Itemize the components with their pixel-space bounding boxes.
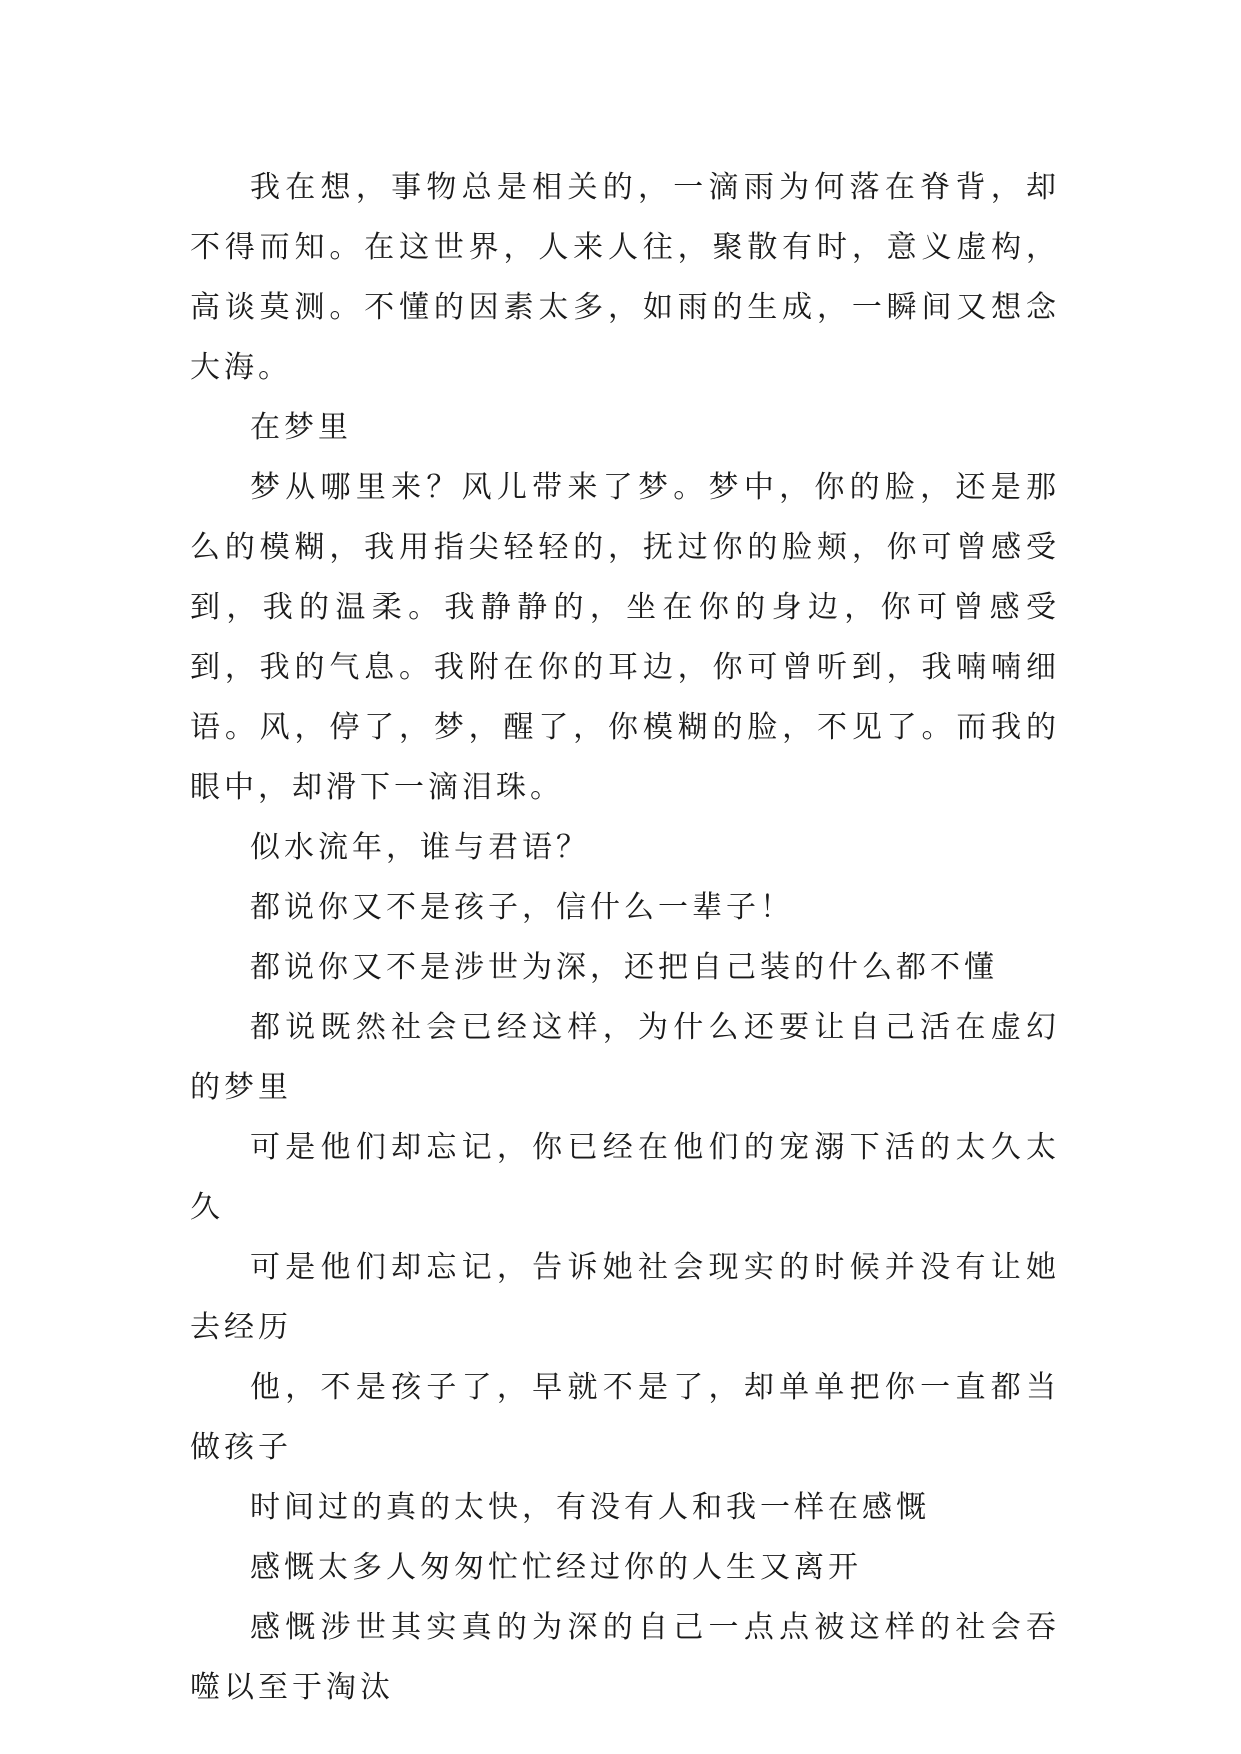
paragraph: 感慨太多人匆匆忙忙经过你的人生又离开 (250, 1550, 862, 1585)
paragraph: 他，不是孩子了，早就不是了，却单单把你一直都当做孩子 (190, 1370, 1060, 1465)
paragraph: 感慨涉世其实真的为深的自己一点点被这样的社会吞噬以至于淘汰 (190, 1610, 1060, 1705)
paragraph: 都说你又不是涉世为深，还把自己装的什么都不懂 (250, 950, 998, 985)
paragraph: 都说你又不是孩子，信什么一辈子！ (250, 890, 794, 925)
paragraph: 可是他们却忘记，你已经在他们的宠溺下活的太久太久 (190, 1130, 1060, 1225)
paragraph: 时间过的真的太快，有没有人和我一样在感慨 (250, 1490, 930, 1525)
section-heading: 在梦里 (250, 410, 352, 445)
paragraph: 我在想，事物总是相关的，一滴雨为何落在脊背，却不得而知。在这世界，人来人往，聚散有时，意义虚构，高谈莫测。不懂的因素太多，如雨的生成，一瞬间又想念大海。 (190, 170, 1060, 385)
paragraph: 都说既然社会已经这样，为什么还要让自己活在虚幻的梦里 (190, 1010, 1060, 1105)
paragraph: 可是他们却忘记，告诉她社会现实的时候并没有让她去经历 (190, 1250, 1060, 1345)
document-body (190, 158, 1060, 1718)
paragraph: 似水流年，谁与君语？ (250, 830, 590, 865)
paragraph: 梦从哪里来？风儿带来了梦。梦中，你的脸，还是那么的模糊，我用指尖轻轻的，抚过你的脸颊，你可曾感受到，我的温柔。我静静的，坐在你的身边，你可曾感受到，我的气息。我附在你的耳边，你可曾听到，我喃喃细语。风，停了，梦，醒了，你模糊的脸，不见了。而我的眼中，却滑下一滴泪珠。 (190, 470, 1060, 805)
